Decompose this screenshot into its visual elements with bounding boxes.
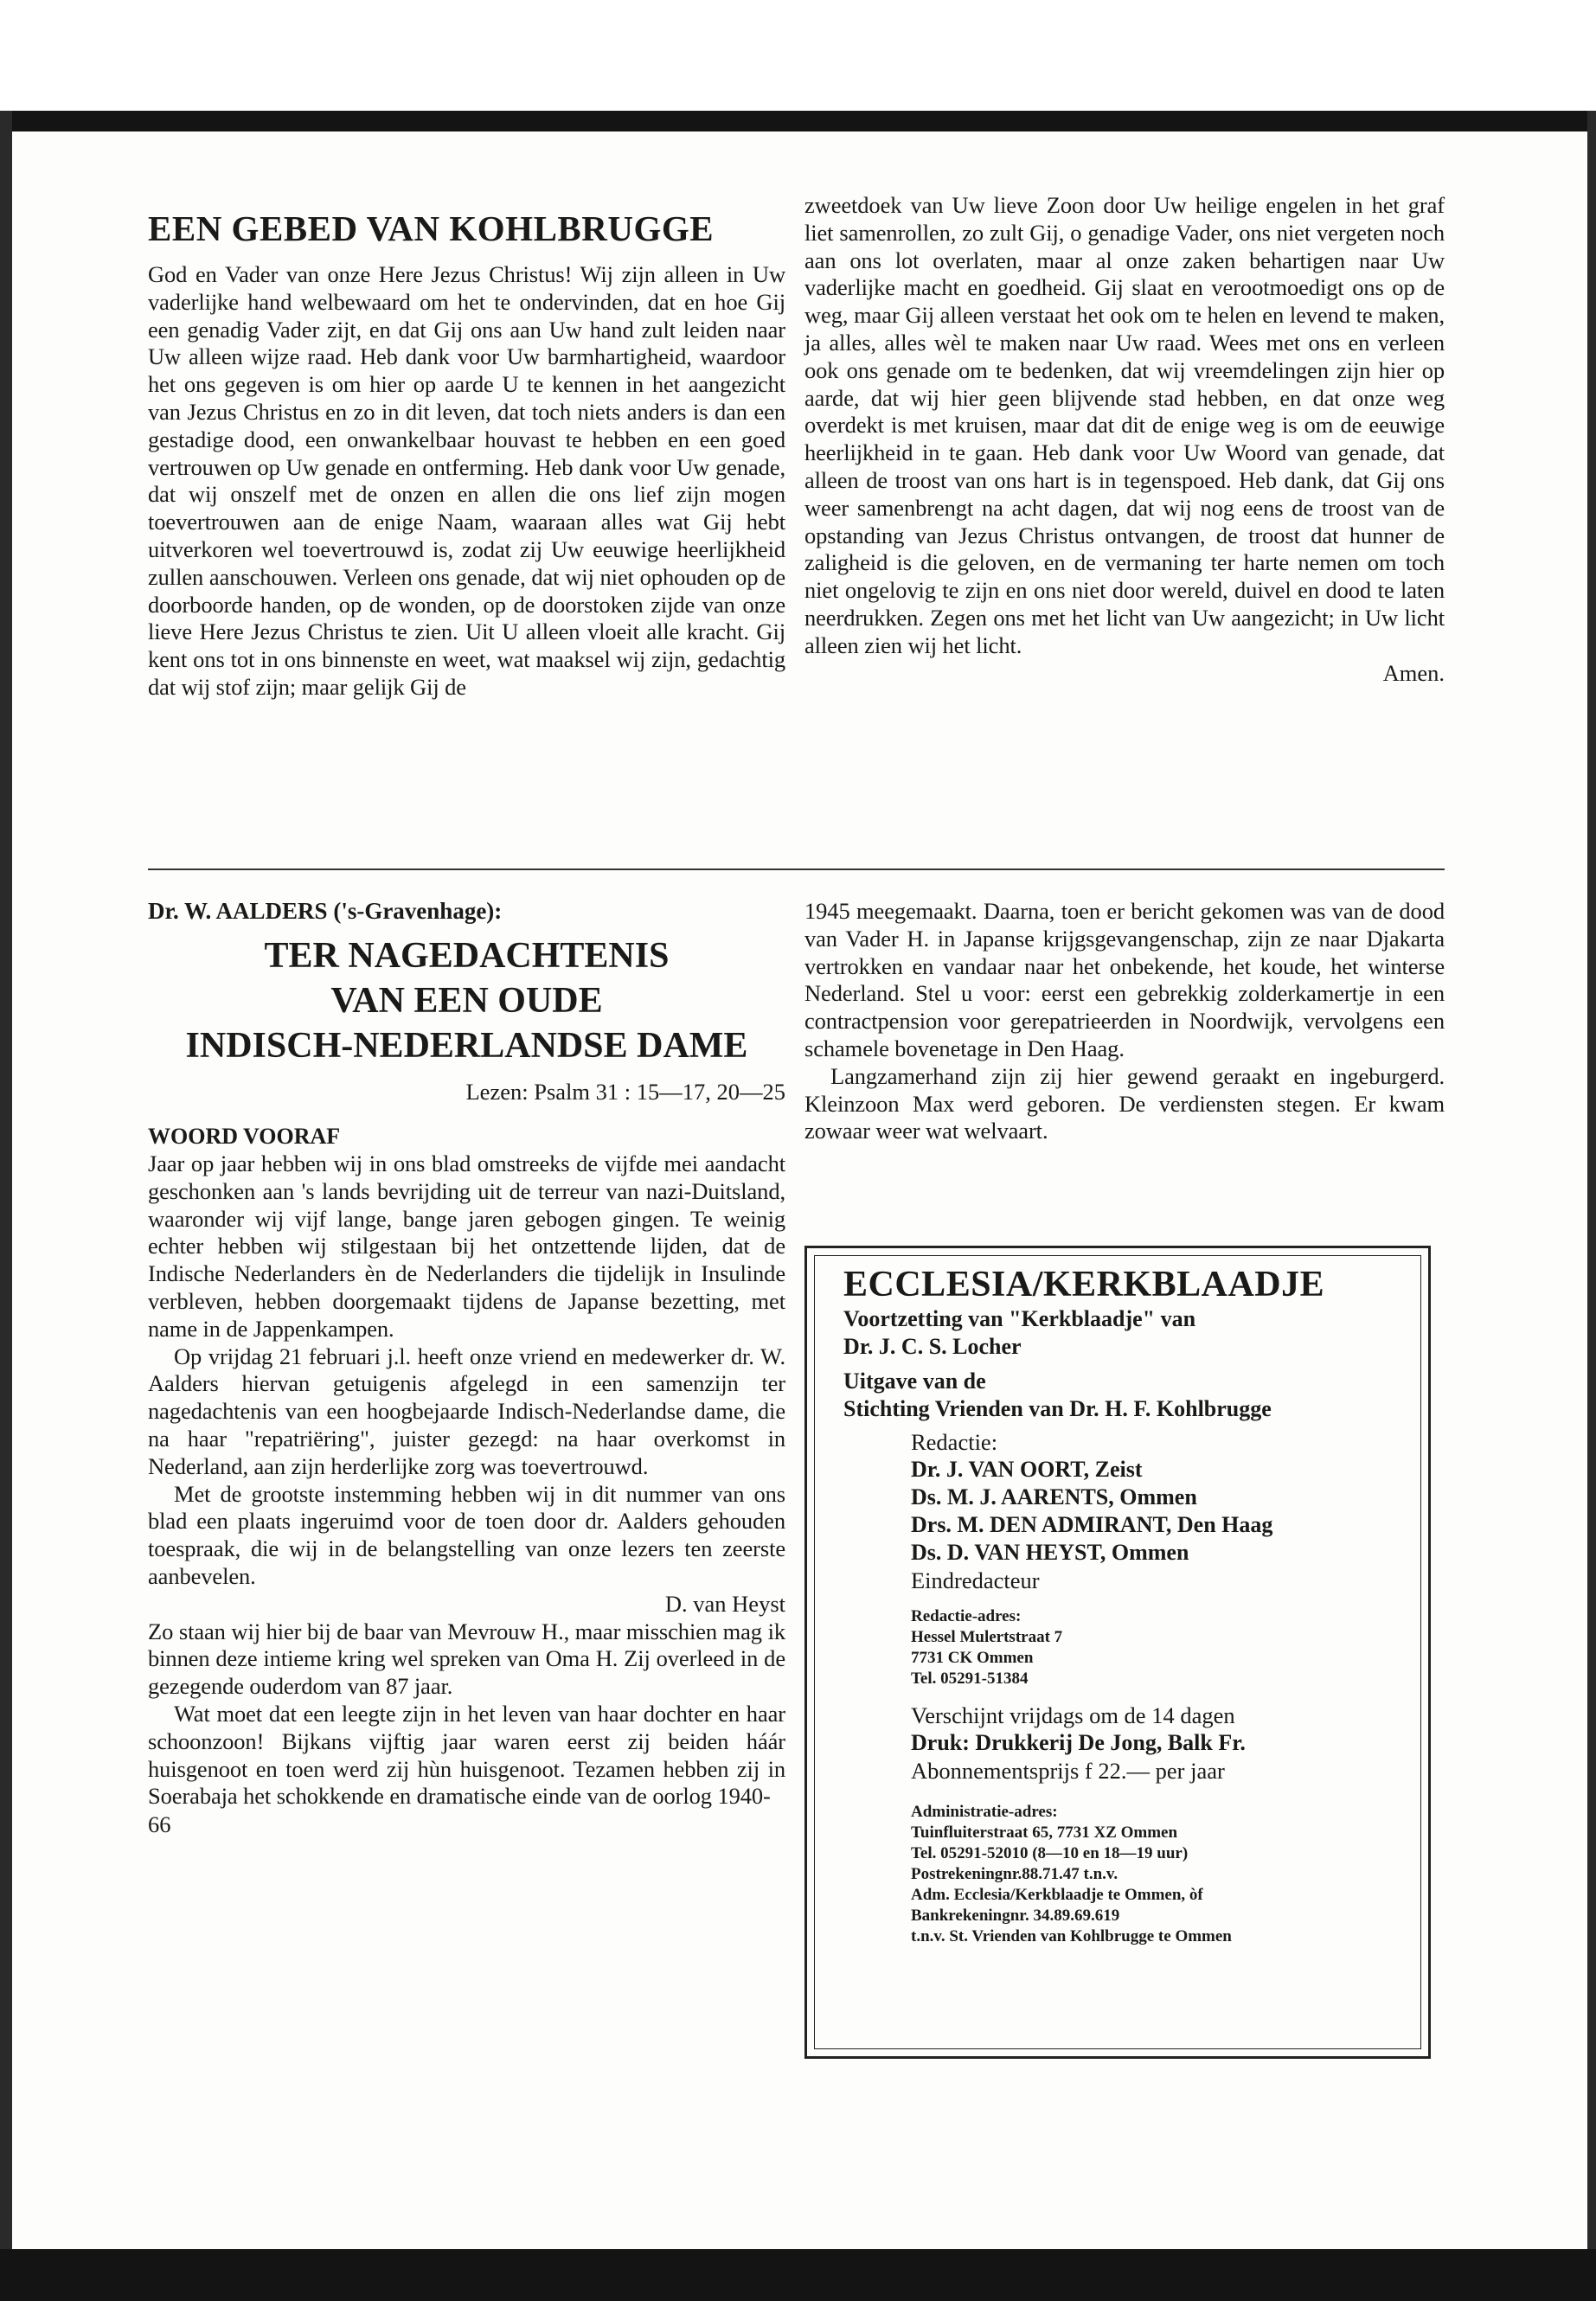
- redactie-address-line-1: Redactie-adres:: [911, 1607, 1022, 1625]
- scan-border-bottom: [0, 2249, 1596, 2301]
- article1-right-column: [804, 192, 1445, 687]
- colophon-editor-3: Drs. M. DEN ADMIRANT, Den Haag: [911, 1512, 1273, 1537]
- administratie-line-3: Tel. 05291-52010 (8—10 en 18—19 uur): [911, 1844, 1189, 1862]
- article1-paragraph-1: God en Vader van onze Here Jezus Christus! Wij zijn alleen in Uw vaderlijke hand welbewaard om het te ondervinden, dat en hoe Gij een genadig Vader zijt, en dat Gij ons aan Uw hand zult leiden naar Uw alleen wijze raad. Heb dank voor Uw barmhartigheid, waardoor het ons gegeven is om hier op aarde U te kennen in het aangezicht van Jezus Christus en zo in dit leven, dat toch niets anders is dan een gestadige dood, een onwankelbaar houvast te hebben en een goed vertrouwen op Uw genade en ontferming. Heb dank voor Uw genade, dat wij onszelf met de onzen en allen die ons lief zijn mogen toevertrouwen aan de enige Naam, waaraan alles wat Gij hebt uitverkoren wel toevertrouwd is, zodat zij Uw eeuwige heerlijkheid zullen aanschouwen. Verleen ons genade, dat wij niet ophouden op de doorboorde handen, op de wonden, op de doorstoken zijde van onze lieve Here Jezus Christus te zien. Uit U alleen vloeit alle kracht. Gij kent ons tot in ons binnenste en weet, wat maaksel wij zijn, gedachtig dat wij stof zijn; maar gelijk Gij de: [148, 261, 785, 700]
- colophon-redactie-label: Redactie:: [911, 1429, 998, 1455]
- colophon-redactie-address: [911, 1606, 1402, 1689]
- article2-paragraph-6: 1945 meegemaakt. Daarna, toen er bericht gekomen was van de dood van Vader H. in Japanse krijgsgevangenschap, zijn ze naar Djakarta vertrokken en vandaar naar het onbekende, het koude, het winterse Nederland. Stel u voor: eerst een gebrekkig zolderkamertje in een contractpension voor gerepatrieerden in Noordwijk, vervolgens een schamele bovenetage in Den Haag.: [804, 898, 1445, 1061]
- document-page: [12, 131, 1587, 2249]
- colophon-editor-4: Ds. D. VAN HEYST, Ommen: [911, 1540, 1189, 1565]
- article2-signature: D. van Heyst: [664, 1590, 785, 1617]
- colophon-publisher-2: Stichting Vrienden van Dr. H. F. Kohlbrugge: [843, 1396, 1272, 1421]
- administratie-line-5: Adm. Ecclesia/Kerkblaadje te Ommen, òf: [911, 1886, 1203, 1904]
- scan-border-top: [0, 111, 1596, 131]
- article2-paragraph-7: Langzamerhand zijn zij hier gewend geraakt en ingeburgerd. Kleinzoon Max werd geboren. De verdiensten stegen. Er kwam zowaar weer wat welvaart.: [804, 1062, 1445, 1144]
- redactie-address-line-2: Hessel Mulertstraat 7: [911, 1628, 1063, 1646]
- colophon-eindredacteur: Eindredacteur: [911, 1567, 1040, 1593]
- administratie-line-6: Bankrekeningnr. 34.89.69.619: [911, 1907, 1120, 1925]
- article2-paragraph-3: Met de grootste instemming hebben wij in dit nummer van ons blad een plaats ingeruimd voor de toen door dr. Aalders gehouden toespraak, die wij in de belangstelling van onze lezers ten zeerste aanbevelen.: [148, 1480, 785, 1589]
- scan-border-left: [0, 111, 12, 2249]
- colophon-subscription: Abonnementsprijs f 22.— per jaar: [911, 1758, 1225, 1784]
- article2-title-line-1: TER NAGEDACHTENIS: [264, 936, 670, 976]
- article2-title: [148, 933, 785, 1068]
- colophon-title: ECCLESIA/KERKBLAADJE: [843, 1265, 1325, 1304]
- administratie-line-1: Administratie-adres:: [911, 1803, 1058, 1821]
- article2-right-column: [804, 898, 1445, 1145]
- article1-left-column: [148, 192, 785, 702]
- redactie-address-line-3: 7731 CK Ommen: [911, 1649, 1034, 1667]
- article2-paragraph-1: Jaar op jaar hebben wij in ons blad omstreeks de vijfde mei aandacht geschonken aan 's lands bevrijding uit de terreur van nazi-Duitsland, waaronder wij vijf lange, bange jaren gebogen gingen. Te weinig echter hebben wij stilgestaan bij het ontzettende lijden, dat de Indische Nederlanders èn de Nederlanders die tijdelijk in Insulinde verbleven, hebben doorgemaakt tijdens de Japanse bezetting, met name in de Jappenkampen.: [148, 1150, 785, 1342]
- article2-paragraph-4: Zo staan wij hier bij de baar van Mevrouw H., maar misschien mag ik binnen deze intieme kring wel spreken van Oma H. Zij overleed in de gezegende ouderdom van 87 jaar.: [148, 1618, 785, 1700]
- article2-title-line-2: VAN EEN OUDE: [330, 981, 603, 1021]
- article1-paragraph-2: zweetdoek van Uw lieve Zoon door Uw heilige engelen in het graf liet samenrollen, zo zult Gij, o genadige Vader, ons niet vergeten noch aan ons lot overlaten, maar al onze zaken behartigen naar Uw vaderlijke macht en goedheid. Gij slaat en verootmoedigt ons op de weg, maar Gij alleen verstaat het ook om te helen en levend te maken, ja alles, alles wèl te maken naar Uw raad. Wees met ons en verleen ook ons genade om te bedenken, dat wij vreemdelingen zijn hier op aarde, dat wij hier geen blijvende stad hebben, en dat onze weg overdekt is met kruisen, maar dat dit de enige weg is om de eeuwige heerlijkheid in te gaan. Heb dank voor Uw Woord van genade, dat alleen de troost van ons hart is in tegenspoed. Heb dank, dat Gij ons weer samenbrengt na acht dagen, dat wij nog eens de troost van de opstanding van Jezus Christus ontvangen, de troost dat hunner de zaligheid is die geloven, en de vermaning ter harte nemen om toch niet ongelovig te zijn en ons niet door wereld, duivel en dood te laten neerdrukken. Zegen ons met het licht van Uw aangezicht; in Uw licht alleen zien wij het licht.: [804, 192, 1445, 658]
- redactie-address-line-4: Tel. 05291-51384: [911, 1670, 1029, 1688]
- article1-title: EEN GEBED VAN KOHLBRUGGE: [148, 208, 715, 248]
- scan-border-right: [1587, 111, 1596, 2249]
- article2-subhead: WOORD VOORAF: [148, 1124, 341, 1149]
- article2-reading: Lezen: Psalm 31 : 15—17, 20—25: [465, 1079, 785, 1105]
- colophon-editor-1: Dr. J. VAN OORT, Zeist: [911, 1457, 1143, 1482]
- colophon-editor-2: Ds. M. J. AARENTS, Ommen: [911, 1484, 1197, 1509]
- article1-amen: Amen.: [1382, 659, 1445, 686]
- article2-title-line-3: INDISCH-NEDERLANDSE DAME: [185, 1026, 748, 1066]
- administratie-line-4: Postrekeningnr.88.71.47 t.n.v.: [911, 1865, 1118, 1883]
- section-divider: [148, 868, 1445, 870]
- article2-author: Dr. W. AALDERS ('s-Gravenhage):: [148, 898, 503, 924]
- administratie-line-2: Tuinfluiterstraat 65, 7731 XZ Ommen: [911, 1823, 1178, 1842]
- colophon-continuation-1: Voortzetting van "Kerkblaadje" van: [843, 1306, 1196, 1331]
- colophon-box: [804, 1246, 1431, 2059]
- article2-left-column: [148, 898, 785, 1838]
- colophon-publisher-1: Uitgave van de: [843, 1368, 986, 1394]
- colophon-content: [843, 1264, 1402, 1947]
- colophon-continuation-2: Dr. J. C. S. Locher: [843, 1334, 1022, 1359]
- colophon-administratie: [911, 1802, 1402, 1947]
- administratie-line-7: t.n.v. St. Vrienden van Kohlbrugge te Ommen: [911, 1927, 1232, 1945]
- article2-paragraph-5: Wat moet dat een leegte zijn in het leven van haar dochter en haar schoonzoon! Bijkans vijftig jaar waren eerst zij beiden háár huisgenoot en toen werd zij hùn huisgenoot. Tezamen hebben zij in Soerabaja het schokkende en dramatische einde van de oorlog 1940-: [148, 1700, 785, 1810]
- page-number: 66: [148, 1811, 171, 1838]
- colophon-editorial: [843, 1428, 1402, 1947]
- article2-paragraph-2: Op vrijdag 21 februari j.l. heeft onze vriend en medewerker dr. W. Aalders hiervan getuigenis afgelegd in een samenzijn ter nagedachtenis van een hoogbejaarde Indisch-Nederlandse dame, die na haar "repatriëring", juister gezegd: na haar overkomst in Nederland, aan zijn herderlijke zorg was toevertrouwd.: [148, 1343, 785, 1479]
- colophon-frequency: Verschijnt vrijdags om de 14 dagen: [911, 1702, 1235, 1728]
- colophon-printer: Druk: Drukkerij De Jong, Balk Fr.: [911, 1730, 1246, 1755]
